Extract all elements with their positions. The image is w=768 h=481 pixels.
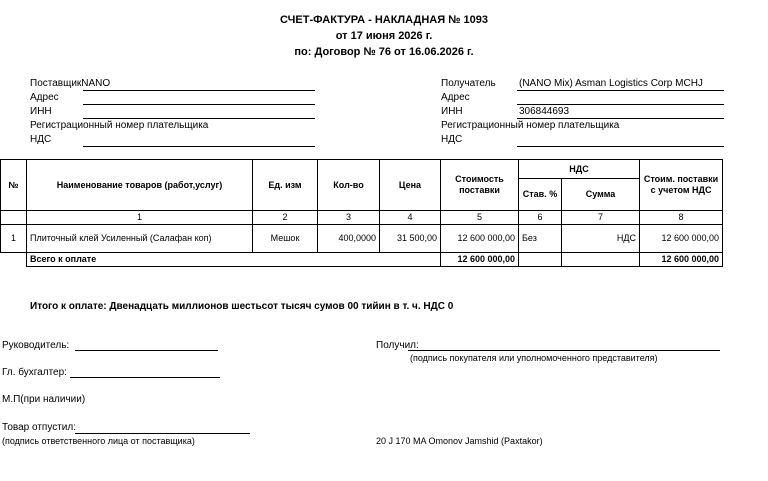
row-vat-rate: Без (519, 225, 562, 253)
supplier-vat-label: НДС (30, 134, 52, 145)
col-number: 7 (562, 211, 640, 225)
row-qty: 400,0000 (318, 225, 380, 253)
col-number: 1 (27, 211, 253, 225)
recipient-name: (NANO Mix) Asman Logistics Corp MCHJ (519, 78, 703, 89)
col-number: 5 (441, 211, 519, 225)
col-number: 8 (640, 211, 723, 225)
received-signature-line (408, 350, 720, 351)
accountant-label: Гл. бухгалтер: (2, 367, 67, 378)
header-name: Наименование товаров (работ,услуг) (27, 160, 253, 211)
col-number: 2 (253, 211, 318, 225)
received-note: (подпись покупателя или уполномоченного представителя) (410, 353, 658, 363)
header-qty: Кол-во (318, 160, 380, 211)
header-price: Цена (380, 160, 441, 211)
column-numbers-row (1, 211, 723, 225)
header-vat-group: НДС (519, 160, 640, 179)
supplier-inn-line (83, 118, 315, 119)
recipient-vat-label: НДС (441, 134, 463, 145)
received-person: 20 J 170 MA Omonov Jamshid (Paxtakor) (376, 436, 543, 446)
invoice-table (0, 159, 723, 267)
supplier-reg-label: Регистрационный номер плательщика (30, 120, 209, 131)
released-note: (подпись ответственного лица от поставщика) (2, 436, 195, 446)
recipient-label: Получатель (441, 78, 496, 89)
supplier-inn-label: ИНН (30, 106, 52, 117)
supplier-address-line (83, 104, 315, 105)
released-signature-line (75, 433, 250, 434)
row-price: 31 500,00 (380, 225, 441, 253)
row-name: Плиточный клей Усиленный (Салафан коп) (27, 225, 253, 253)
total-cost: 12 600 000,00 (441, 253, 519, 267)
header-num: № (1, 160, 27, 211)
col-number (1, 211, 27, 225)
total-in-words: Итого к оплате: Двенадцать миллионов шестьсот тысяч сумов 00 тийин в т. ч. НДС 0 (30, 301, 454, 312)
recipient-reg-label: Регистрационный номер плательщика (441, 120, 620, 131)
recipient-address-label: Адрес (441, 92, 470, 103)
supplier-vat-line (83, 146, 315, 147)
recipient-name-line (517, 90, 724, 91)
supplier-name: NANO (81, 78, 111, 89)
total-vat-rate (519, 253, 562, 267)
received-label: Получил: (376, 340, 419, 351)
total-label: Всего к оплате (27, 253, 441, 267)
recipient-address-line (517, 104, 724, 105)
released-label: Товар отпустил: (2, 422, 76, 433)
header-vat-rate: Став. % (519, 179, 562, 211)
header-total-with-vat: Стоим. поставки с учетом НДС (640, 160, 723, 211)
recipient-inn-value: 306844693 (519, 106, 570, 117)
recipient-inn-label: ИНН (441, 106, 463, 117)
row-num: 1 (1, 225, 27, 253)
invoice-date: от 17 июня 2026 г. (335, 30, 433, 42)
header-unit: Ед. изм (253, 160, 318, 211)
contract-line: по: Договор № 76 от 16.06.2026 г. (294, 46, 474, 58)
col-number: 4 (380, 211, 441, 225)
accountant-signature-line (70, 377, 220, 378)
supplier-address-label: Адрес (30, 92, 59, 103)
total-spacer (1, 253, 27, 267)
row-unit: Мешок (253, 225, 318, 253)
director-signature-line (75, 350, 218, 351)
supplier-name-line (83, 90, 315, 91)
header-cost: Стоимость поставки (441, 160, 519, 211)
invoice-title: СЧЕТ-ФАКТУРА - НАКЛАДНАЯ № 1093 (280, 14, 488, 26)
stamp-label: М.П(при наличии) (2, 394, 86, 405)
total-with-vat: 12 600 000,00 (640, 253, 723, 267)
total-row (1, 253, 723, 267)
col-number: 6 (519, 211, 562, 225)
header-vat-sum: Сумма (562, 179, 640, 211)
director-label: Руководитель: (2, 340, 70, 351)
row-vat-sum: НДС (562, 225, 640, 253)
supplier-label: ПоставщикNANO (30, 78, 111, 89)
table-header-row (1, 160, 723, 179)
col-number: 3 (318, 211, 380, 225)
table-row (1, 225, 723, 253)
recipient-inn-line (517, 118, 724, 119)
row-total: 12 600 000,00 (640, 225, 723, 253)
total-vat-sum (562, 253, 640, 267)
row-cost: 12 600 000,00 (441, 225, 519, 253)
recipient-vat-line (517, 146, 724, 147)
